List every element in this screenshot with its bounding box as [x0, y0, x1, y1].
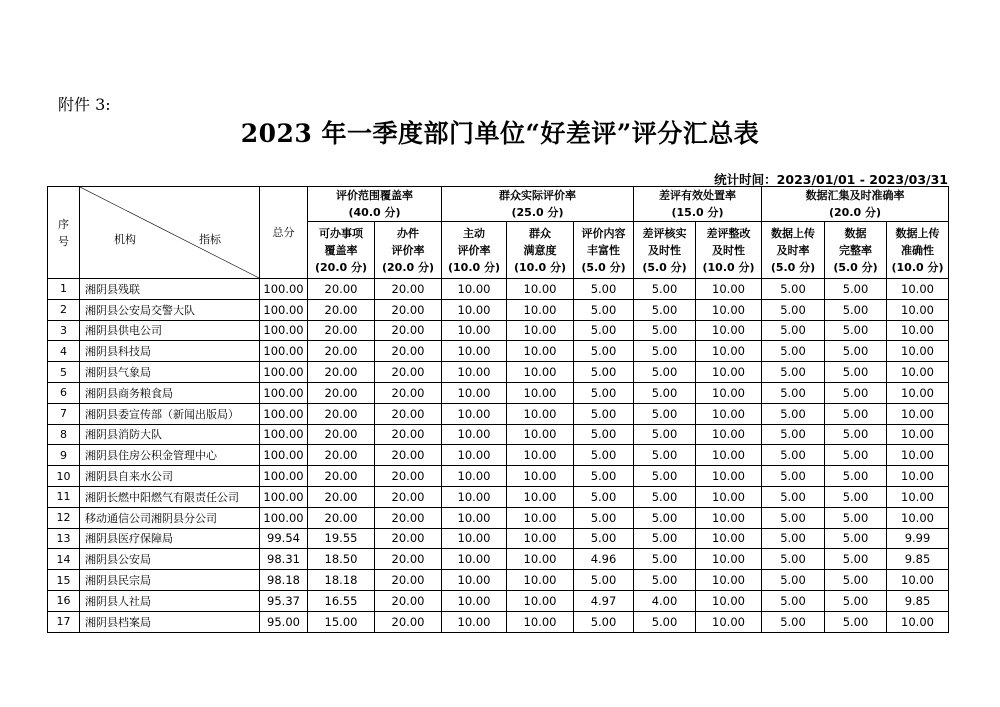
row-score-cell: 10.00	[696, 528, 762, 549]
row-score-cell: 10.00	[442, 299, 507, 320]
row-score-cell: 10.00	[507, 445, 574, 466]
row-total-score: 100.00	[260, 486, 308, 507]
row-score-cell: 5.00	[762, 507, 825, 528]
row-score-cell: 10.00	[442, 445, 507, 466]
row-score-cell: 10.00	[887, 424, 949, 445]
row-score-cell: 10.00	[442, 403, 507, 424]
row-score-cell: 20.00	[375, 486, 442, 507]
row-score-cell: 5.00	[762, 486, 825, 507]
row-score-cell: 5.00	[634, 403, 696, 424]
row-total-score: 100.00	[260, 279, 308, 300]
row-score-cell: 5.00	[574, 486, 634, 507]
row-score-cell: 5.00	[825, 570, 887, 591]
row-score-cell: 5.00	[634, 299, 696, 320]
row-score-cell: 10.00	[507, 570, 574, 591]
row-org-name: 湘阴县医疗保障局	[80, 528, 260, 549]
row-seq: 4	[48, 341, 80, 362]
row-score-cell: 20.00	[308, 445, 375, 466]
row-total-score: 100.00	[260, 507, 308, 528]
row-score-cell: 5.00	[634, 424, 696, 445]
row-score-cell: 4.00	[634, 590, 696, 611]
row-score-cell: 10.00	[696, 403, 762, 424]
row-score-cell: 10.00	[507, 549, 574, 570]
row-score-cell: 9.85	[887, 549, 949, 570]
row-score-cell: 5.00	[762, 362, 825, 383]
row-score-cell: 5.00	[574, 466, 634, 487]
row-score-cell: 5.00	[762, 279, 825, 300]
row-score-cell: 10.00	[442, 590, 507, 611]
row-score-cell: 5.00	[762, 549, 825, 570]
table-row	[48, 466, 949, 487]
row-score-cell: 5.00	[574, 341, 634, 362]
row-score-cell: 10.00	[442, 320, 507, 341]
score-summary-table	[47, 186, 949, 633]
row-score-cell: 10.00	[442, 279, 507, 300]
row-org-name: 湘阴县消防大队	[80, 424, 260, 445]
row-score-cell: 10.00	[442, 611, 507, 632]
row-score-cell: 20.00	[375, 299, 442, 320]
row-score-cell: 20.00	[308, 424, 375, 445]
row-score-cell: 10.00	[887, 570, 949, 591]
sub-header-4: 群众 满意度 (10.0 分)	[507, 222, 574, 279]
table-row	[48, 590, 949, 611]
row-seq: 14	[48, 549, 80, 570]
table-row	[48, 486, 949, 507]
row-score-cell: 10.00	[507, 279, 574, 300]
row-score-cell: 10.00	[696, 590, 762, 611]
row-score-cell: 10.00	[442, 466, 507, 487]
row-score-cell: 10.00	[696, 341, 762, 362]
row-score-cell: 20.00	[375, 424, 442, 445]
row-score-cell: 5.00	[825, 382, 887, 403]
row-score-cell: 20.00	[375, 549, 442, 570]
row-score-cell: 5.00	[825, 466, 887, 487]
row-score-cell: 10.00	[507, 528, 574, 549]
row-score-cell: 5.00	[634, 445, 696, 466]
row-score-cell: 5.00	[634, 528, 696, 549]
sub-header-9: 数据 完整率 (5.0 分)	[825, 222, 887, 279]
row-seq: 8	[48, 424, 80, 445]
row-score-cell: 5.00	[762, 528, 825, 549]
row-org-name: 湘阴长燃中阳燃气有限责任公司	[80, 486, 260, 507]
table-row	[48, 528, 949, 549]
row-score-cell: 9.85	[887, 590, 949, 611]
row-score-cell: 20.00	[308, 341, 375, 362]
row-score-cell: 5.00	[634, 362, 696, 383]
row-org-name: 湘阴县住房公积金管理中心	[80, 445, 260, 466]
row-org-name: 湘阴县气象局	[80, 362, 260, 383]
row-score-cell: 5.00	[634, 507, 696, 528]
row-score-cell: 20.00	[308, 486, 375, 507]
table-row	[48, 424, 949, 445]
row-score-cell: 20.00	[375, 611, 442, 632]
group-coverage-header: 评价范围覆盖率 (40.0 分)	[308, 187, 442, 222]
row-org-name: 湘阴县供电公司	[80, 320, 260, 341]
row-score-cell: 5.00	[574, 299, 634, 320]
row-total-score: 100.00	[260, 445, 308, 466]
row-total-score: 95.00	[260, 611, 308, 632]
row-score-cell: 5.00	[825, 362, 887, 383]
row-score-cell: 5.00	[634, 611, 696, 632]
sub-header-1: 可办事项 覆盖率 (20.0 分)	[308, 222, 375, 279]
row-score-cell: 5.00	[634, 466, 696, 487]
row-score-cell: 20.00	[308, 320, 375, 341]
row-total-score: 100.00	[260, 320, 308, 341]
row-score-cell: 5.00	[762, 466, 825, 487]
row-score-cell: 20.00	[375, 570, 442, 591]
row-score-cell: 5.00	[825, 299, 887, 320]
row-score-cell: 5.00	[825, 507, 887, 528]
row-score-cell: 10.00	[442, 549, 507, 570]
row-org-name: 湘阴县商务粮食局	[80, 382, 260, 403]
row-score-cell: 5.00	[825, 486, 887, 507]
table-row	[48, 279, 949, 300]
row-score-cell: 20.00	[375, 382, 442, 403]
row-score-cell: 10.00	[507, 590, 574, 611]
row-score-cell: 10.00	[696, 445, 762, 466]
table-row	[48, 549, 949, 570]
row-seq: 13	[48, 528, 80, 549]
row-score-cell: 20.00	[375, 445, 442, 466]
row-score-cell: 5.00	[574, 403, 634, 424]
row-seq: 15	[48, 570, 80, 591]
row-score-cell: 5.00	[762, 424, 825, 445]
row-seq: 17	[48, 611, 80, 632]
page-title: 2023 年一季度部门单位“好差评”评分汇总表	[240, 119, 760, 148]
row-score-cell: 5.00	[762, 299, 825, 320]
row-score-cell: 10.00	[507, 507, 574, 528]
row-score-cell: 10.00	[442, 528, 507, 549]
row-score-cell: 5.00	[634, 382, 696, 403]
row-total-score: 100.00	[260, 341, 308, 362]
row-score-cell: 20.00	[308, 299, 375, 320]
row-score-cell: 15.00	[308, 611, 375, 632]
row-score-cell: 5.00	[574, 424, 634, 445]
row-score-cell: 10.00	[442, 341, 507, 362]
row-score-cell: 5.00	[574, 570, 634, 591]
row-score-cell: 5.00	[634, 549, 696, 570]
row-org-name: 湘阴县残联	[80, 279, 260, 300]
sub-header-2: 办件 评价率 (20.0 分)	[375, 222, 442, 279]
row-total-score: 98.18	[260, 570, 308, 591]
row-score-cell: 10.00	[887, 279, 949, 300]
sub-header-7: 差评整改 及时性 (10.0 分)	[696, 222, 762, 279]
row-seq: 9	[48, 445, 80, 466]
row-score-cell: 5.00	[825, 590, 887, 611]
col-seq-header	[48, 187, 80, 279]
row-score-cell: 5.00	[762, 403, 825, 424]
row-seq: 12	[48, 507, 80, 528]
row-score-cell: 5.00	[825, 528, 887, 549]
row-seq: 7	[48, 403, 80, 424]
row-score-cell: 10.00	[442, 570, 507, 591]
row-score-cell: 16.55	[308, 590, 375, 611]
row-score-cell: 5.00	[634, 486, 696, 507]
table-row	[48, 362, 949, 383]
row-total-score: 100.00	[260, 466, 308, 487]
row-score-cell: 5.00	[574, 320, 634, 341]
org-label: 机构	[114, 233, 136, 246]
org-indicator-header	[80, 187, 260, 279]
row-score-cell: 5.00	[762, 611, 825, 632]
row-score-cell: 20.00	[375, 279, 442, 300]
row-score-cell: 20.00	[308, 382, 375, 403]
row-org-name: 湘阴县委宣传部（新闻出版局）	[80, 403, 260, 424]
row-score-cell: 20.00	[375, 403, 442, 424]
row-seq: 6	[48, 382, 80, 403]
row-score-cell: 5.00	[574, 611, 634, 632]
row-seq: 10	[48, 466, 80, 487]
row-score-cell: 5.00	[634, 570, 696, 591]
row-score-cell: 5.00	[574, 507, 634, 528]
row-score-cell: 10.00	[696, 486, 762, 507]
row-score-cell: 10.00	[887, 403, 949, 424]
row-score-cell: 5.00	[762, 382, 825, 403]
row-score-cell: 10.00	[507, 299, 574, 320]
table-row	[48, 570, 949, 591]
row-score-cell: 10.00	[887, 362, 949, 383]
row-score-cell: 10.00	[887, 299, 949, 320]
row-score-cell: 19.55	[308, 528, 375, 549]
table-row	[48, 507, 949, 528]
stat-period: 统计时间：2023/01/01 - 2023/03/31	[714, 172, 948, 187]
row-score-cell: 20.00	[375, 528, 442, 549]
row-org-name: 湘阴县民宗局	[80, 570, 260, 591]
indicator-label: 指标	[199, 233, 221, 246]
row-score-cell: 10.00	[442, 424, 507, 445]
row-score-cell: 10.00	[887, 507, 949, 528]
row-score-cell: 5.00	[574, 362, 634, 383]
row-score-cell: 5.00	[825, 424, 887, 445]
group-disposal-header: 差评有效处置率 (15.0 分)	[634, 187, 762, 222]
row-score-cell: 10.00	[887, 486, 949, 507]
row-score-cell: 5.00	[825, 445, 887, 466]
row-total-score: 100.00	[260, 403, 308, 424]
row-score-cell: 10.00	[507, 341, 574, 362]
row-score-cell: 10.00	[696, 299, 762, 320]
row-score-cell: 10.00	[696, 382, 762, 403]
row-score-cell: 20.00	[308, 507, 375, 528]
sub-header-8: 数据上传 及时率 (5.0 分)	[762, 222, 825, 279]
row-score-cell: 5.00	[825, 341, 887, 362]
row-score-cell: 10.00	[696, 549, 762, 570]
row-score-cell: 4.96	[574, 549, 634, 570]
row-score-cell: 5.00	[825, 403, 887, 424]
sub-header-3: 主动 评价率 (10.0 分)	[442, 222, 507, 279]
row-score-cell: 5.00	[574, 528, 634, 549]
row-score-cell: 5.00	[574, 279, 634, 300]
row-score-cell: 9.99	[887, 528, 949, 549]
row-score-cell: 10.00	[442, 486, 507, 507]
row-score-cell: 10.00	[507, 320, 574, 341]
row-score-cell: 10.00	[887, 445, 949, 466]
row-score-cell: 10.00	[887, 466, 949, 487]
col-total-header: 总分	[260, 187, 308, 279]
seq-header-label: 序 号	[58, 217, 69, 248]
row-org-name: 湘阴县人社局	[80, 590, 260, 611]
row-org-name: 湘阴县科技局	[80, 341, 260, 362]
row-score-cell: 10.00	[442, 362, 507, 383]
row-score-cell: 10.00	[887, 382, 949, 403]
row-score-cell: 5.00	[825, 279, 887, 300]
row-score-cell: 5.00	[634, 341, 696, 362]
row-score-cell: 10.00	[507, 466, 574, 487]
row-score-cell: 20.00	[308, 362, 375, 383]
row-score-cell: 5.00	[762, 570, 825, 591]
row-score-cell: 10.00	[507, 611, 574, 632]
row-score-cell: 10.00	[696, 424, 762, 445]
row-org-name: 湘阴县档案局	[80, 611, 260, 632]
row-score-cell: 20.00	[375, 341, 442, 362]
row-score-cell: 10.00	[507, 486, 574, 507]
row-score-cell: 5.00	[574, 445, 634, 466]
row-score-cell: 20.00	[375, 320, 442, 341]
sub-header-5: 评价内容 丰富性 (5.0 分)	[574, 222, 634, 279]
row-score-cell: 10.00	[696, 279, 762, 300]
row-score-cell: 10.00	[507, 403, 574, 424]
row-total-score: 99.54	[260, 528, 308, 549]
row-score-cell: 10.00	[696, 507, 762, 528]
row-score-cell: 10.00	[887, 320, 949, 341]
sub-header-10: 数据上传 准确性 (10.0 分)	[887, 222, 949, 279]
row-score-cell: 5.00	[762, 590, 825, 611]
row-score-cell: 5.00	[574, 382, 634, 403]
row-seq: 2	[48, 299, 80, 320]
row-score-cell: 10.00	[507, 362, 574, 383]
row-org-name: 湘阴县公安局交警大队	[80, 299, 260, 320]
table-row	[48, 341, 949, 362]
table-row	[48, 382, 949, 403]
row-seq: 1	[48, 279, 80, 300]
table-row	[48, 445, 949, 466]
row-score-cell: 5.00	[634, 320, 696, 341]
group-data-header: 数据汇集及时准确率 (20.0 分)	[762, 187, 949, 222]
row-score-cell: 5.00	[762, 320, 825, 341]
row-seq: 16	[48, 590, 80, 611]
row-seq: 3	[48, 320, 80, 341]
row-total-score: 100.00	[260, 382, 308, 403]
row-score-cell: 10.00	[507, 382, 574, 403]
row-score-cell: 20.00	[375, 362, 442, 383]
attachment-label: 附件 3:	[58, 95, 111, 114]
row-org-name: 湘阴县公安局	[80, 549, 260, 570]
row-score-cell: 20.00	[308, 279, 375, 300]
row-score-cell: 10.00	[696, 570, 762, 591]
row-seq: 5	[48, 362, 80, 383]
row-score-cell: 20.00	[375, 466, 442, 487]
row-org-name: 湘阴县自来水公司	[80, 466, 260, 487]
row-total-score: 100.00	[260, 424, 308, 445]
diagonal-divider	[80, 187, 259, 278]
row-score-cell: 20.00	[375, 590, 442, 611]
table-row	[48, 299, 949, 320]
row-org-name: 移动通信公司湘阴县分公司	[80, 507, 260, 528]
table-row	[48, 320, 949, 341]
table-row	[48, 403, 949, 424]
row-score-cell: 10.00	[507, 424, 574, 445]
row-score-cell: 10.00	[887, 611, 949, 632]
row-score-cell: 5.00	[825, 549, 887, 570]
row-score-cell: 10.00	[442, 382, 507, 403]
row-score-cell: 18.50	[308, 549, 375, 570]
row-seq: 11	[48, 486, 80, 507]
row-score-cell: 10.00	[696, 320, 762, 341]
row-score-cell: 20.00	[308, 466, 375, 487]
row-score-cell: 10.00	[696, 362, 762, 383]
row-total-score: 100.00	[260, 362, 308, 383]
row-score-cell: 4.97	[574, 590, 634, 611]
row-score-cell: 5.00	[825, 611, 887, 632]
row-score-cell: 5.00	[762, 445, 825, 466]
table-row	[48, 611, 949, 632]
row-score-cell: 5.00	[825, 320, 887, 341]
row-score-cell: 10.00	[442, 507, 507, 528]
row-total-score: 95.37	[260, 590, 308, 611]
group-evaluation-header: 群众实际评价率 (25.0 分)	[442, 187, 634, 222]
row-score-cell: 5.00	[634, 279, 696, 300]
row-score-cell: 10.00	[696, 611, 762, 632]
row-score-cell: 20.00	[375, 507, 442, 528]
row-score-cell: 18.18	[308, 570, 375, 591]
row-score-cell: 10.00	[887, 341, 949, 362]
sub-header-6: 差评核实 及时性 (5.0 分)	[634, 222, 696, 279]
row-score-cell: 10.00	[696, 466, 762, 487]
row-score-cell: 5.00	[762, 341, 825, 362]
row-total-score: 100.00	[260, 299, 308, 320]
row-score-cell: 20.00	[308, 403, 375, 424]
row-total-score: 98.31	[260, 549, 308, 570]
